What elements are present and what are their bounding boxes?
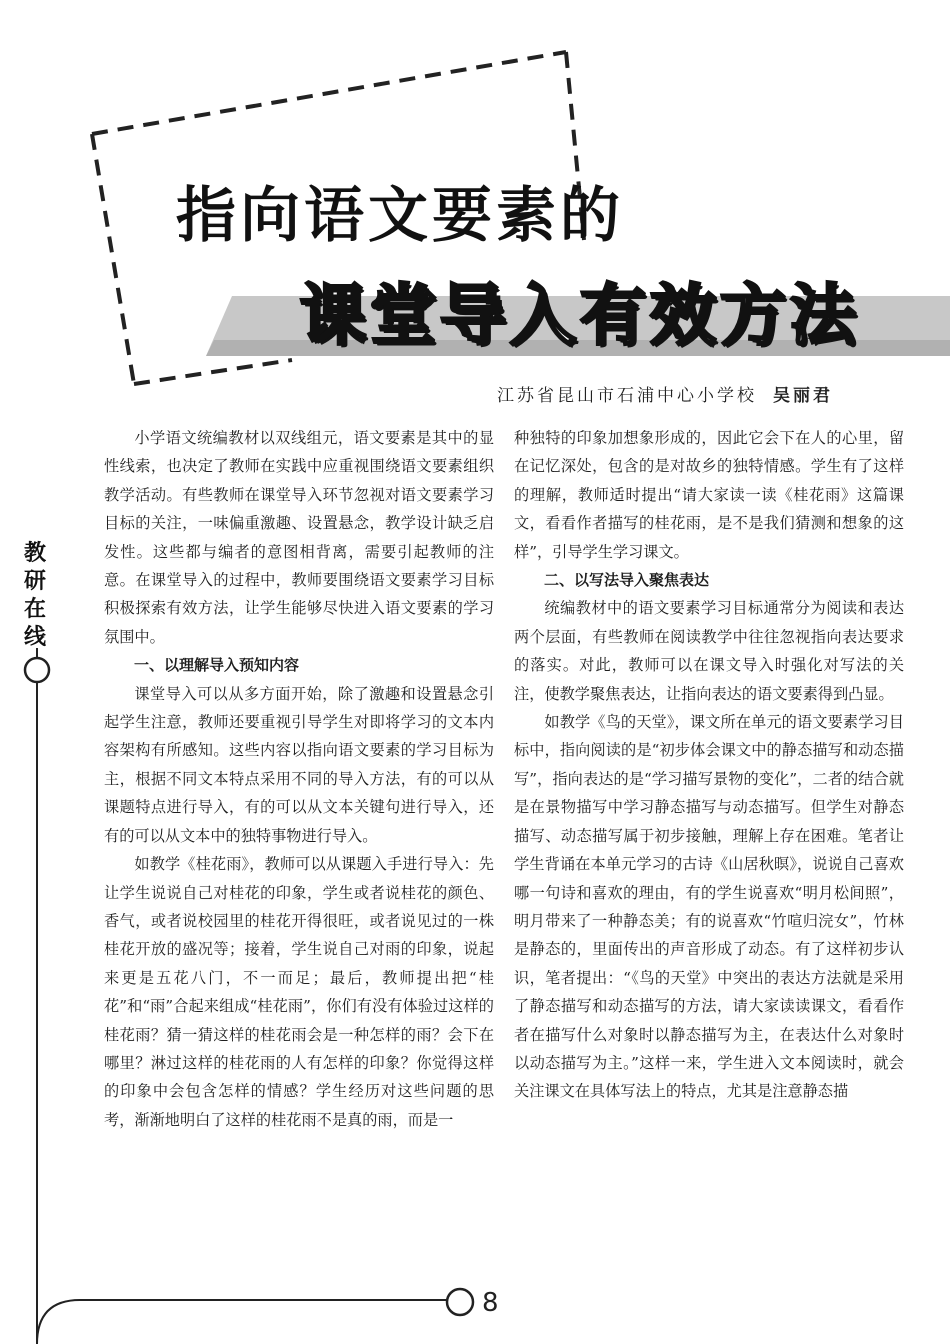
- author-name: 吴丽君: [773, 386, 833, 406]
- article-column-right: [514, 424, 904, 1106]
- section-label-char: 线: [23, 625, 46, 650]
- article-title-line2: 课堂导入有效方法: [300, 277, 860, 354]
- section-label: [20, 540, 50, 652]
- dashed-frame-left: [92, 134, 134, 384]
- dashed-frame-bottom: [134, 360, 292, 384]
- article-title-line1: 指向语文要素的: [176, 181, 624, 251]
- page-number: 8: [482, 1288, 499, 1318]
- byline: [497, 381, 833, 406]
- body-paragraph: 如教学《鸟的天堂》，课文所在单元的语文要素学习目标中，指向阅读的是“初步体会课文中的静态描写和动态描写”，指向表达的是“学习描写景物的变化”，二者的结合就是在景物描写中学习静态描写与动态描写。但学生对静态描写、动态描写属于初步接触，理解上存在困难。笔者让学生背诵在本单元学习的古诗《山居秋暝》，说说自己喜欢哪一句诗和喜欢的理由，有的学生说喜欢“明月松间照”，明月带来了一种静态美；有的说喜欢“竹喧归浣女”，竹林是静态的，里面传出的声音形成了动态。有了这样初步认识，笔者提出：“《鸟的天堂》中突出的表达方法就是采用了静态描写和动态描写的方法，请大家读读课文，看看作者在描写什么对象时以静态描写为主，在表达什么对象时以动态描写为主。”这样一来，学生进入文本阅读时，就会关注课文在具体写法上的特点，尤其是注意静态描: [514, 713, 904, 1101]
- body-paragraph-continued: 种独特的印象加想象形成的，因此它会下在人的心里，留在记忆深处，包含的是对故乡的独特情感。学生有了这样的理解，教师适时提出“请大家读一读《桂花雨》这篇课文，看看作者描写的桂花雨，是不是我们猜测和想象的这样”，引导学生学习课文。: [514, 429, 904, 561]
- body-paragraph: 如教学《桂花雨》，教师可以从课题入手进行导入：先让学生说说自己对桂花的印象，学生或者说桂花的颜色、香气，或者说校园里的桂花开得很旺，或者说见过的一株桂花开放的盛况等；接着，学生说自己对雨的印象，说起来更是五花八门，不一而足；最后，教师提出把“桂花”和“雨”合起来组成“桂花雨”，你们有没有体验过这样的桂花雨？猜一猜这样的桂花雨会是一种怎样的雨？会下在哪里？淋过这样的桂花雨的人有怎样的印象？你觉得这样的印象中会包含怎样的情感？学生经历对这些问题的思考，渐渐地明白了这样的桂花雨不是真的雨，而是一: [104, 855, 494, 1129]
- dashed-frame-top: [92, 52, 566, 134]
- article-column-left: [104, 424, 494, 1134]
- sidebar-circle-marker: [25, 658, 49, 682]
- section-label-char: 研: [23, 569, 46, 594]
- author-affiliation: 江苏省昆山市石浦中心小学校: [497, 386, 757, 406]
- section-label-char: 教: [23, 541, 46, 566]
- footer-rule: [37, 1300, 446, 1344]
- section-heading-2: 二、以写法导入聚焦表达: [544, 571, 710, 590]
- section-heading-1: 一、以理解导入预知内容: [134, 656, 300, 675]
- body-paragraph: 课堂导入可以从多方面开始，除了激趣和设置悬念引起学生注意，教师还要重视引导学生对即将学习的文本内容架构有所感知。这些内容以指向语文要素的学习目标为主，根据不同文本特点采用不同的导入方法，有的可以从课题特点进行导入，有的可以从文本关键句进行导入，还有的可以从文本中的独特事物进行导入。: [104, 684, 494, 845]
- section-label-char: 在: [23, 597, 46, 622]
- intro-paragraph: 小学语文统编教材以双线组元，语文要素是其中的显性线索，也决定了教师在实践中应重视围绕语文要素组织教学活动。有些教师在课堂导入环节忽视对语文要素学习目标的关注，一味偏重激趣、设置悬念，教学设计缺乏启发性。这些都与编者的意图相背离，需要引起教师的注意。在课堂导入的过程中，教师要围绕语文要素学习目标积极探索有效方法，让学生能够尽快进入语文要素的学习氛围中。: [104, 429, 494, 646]
- footer-circle-marker: [447, 1289, 473, 1315]
- body-paragraph: 统编教材中的语文要素学习目标通常分为阅读和表达两个层面，有些教师在阅读教学中往往忽视指向表达要求的落实。对此，教师可以在课文导入时强化对写法的关注，使教学聚焦表达，让指向表达的语文要素得到凸显。: [514, 599, 904, 703]
